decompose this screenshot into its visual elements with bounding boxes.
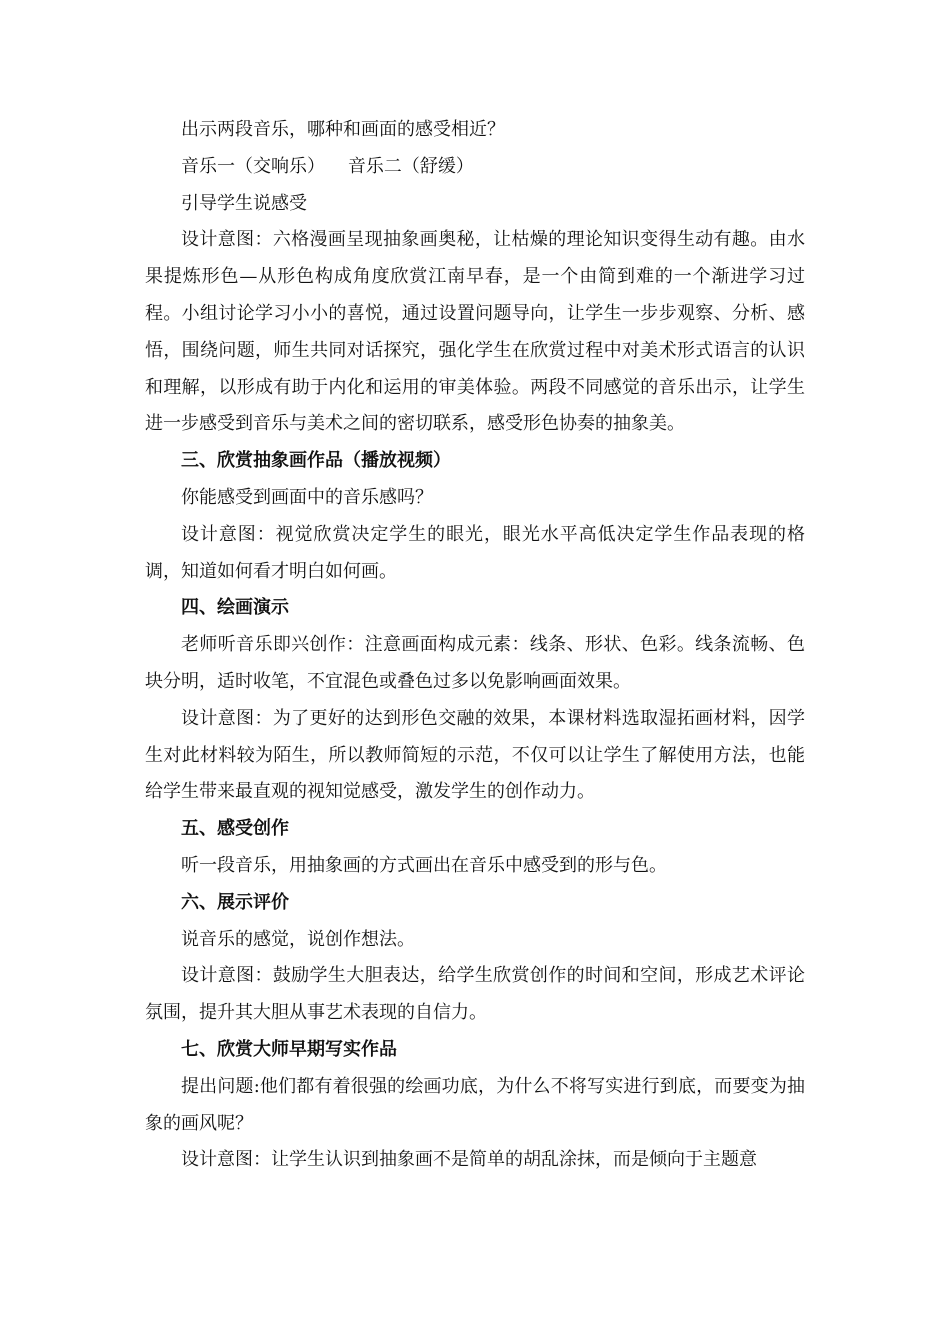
paragraph-question-masters: 提出问题:他们都有着很强的绘画功底，为什么不将写实进行到底，而要变为抽象的画风呢？	[145, 1075, 805, 1134]
paragraph-creation-task: 听一段音乐，用抽象画的方式画出在音乐中感受到的形与色。	[181, 854, 667, 876]
paragraph-design-intent-2: 设计意图：视觉欣赏决定学生的眼光，眼光水平高低决定学生作品表现的格调，知道如何看才明白如何画。	[145, 523, 805, 582]
document-body	[145, 112, 805, 1179]
paragraph-guide-feeling: 引导学生说感受	[181, 192, 307, 214]
paragraph-evaluation: 说音乐的感觉，说创作想法。	[181, 928, 415, 950]
paragraph-music-question: 出示两段音乐，哪种和画面的感受相近？	[181, 119, 505, 140]
paragraph-design-intent-1: 设计意图：六格漫画呈现抽象画奥秘，让枯燥的理论知识变得生动有趣。由水果提炼形色—从形色构成角度欣赏江南早春，是一个由简到难的一个渐进学习过程。小组讨论学习小小的喜悦，通过设置问题导向，让学生一步步观察、分析、感悟，围绕问题，师生共同对话探究，强化学生在欣赏过程中对美术形式语言的认识和理解，以形成有助于内化和运用的审美体验。两段不同感觉的音乐出示，让学生进一步感受到音乐与美术之间的密切联系，感受形色协奏的抽象美。	[145, 229, 805, 435]
section-heading-7: 七、欣赏大师早期写实作品	[181, 1038, 397, 1060]
paragraph-design-intent-4: 设计意图：鼓励学生大胆表达，给学生欣赏创作的时间和空间，形成艺术评论氛围，提升其大胆从事艺术表现的自信力。	[145, 965, 805, 1024]
paragraph-design-intent-3: 设计意图：为了更好的达到形色交融的效果，本课材料选取湿拓画材料，因学生对此材料较为陌生，所以教师简短的示范，不仅可以让学生了解使用方法，也能给学生带来最直观的视知觉感受，激发学生的创作动力。	[145, 707, 805, 803]
paragraph-teacher-demo: 老师听音乐即兴创作：注意画面构成元素：线条、形状、色彩。线条流畅、色块分明，适时收笔，不宜混色或叠色过多以免影响画面效果。	[145, 634, 805, 692]
section-heading-4: 四、绘画演示	[181, 597, 289, 619]
paragraph-music-feel-question: 你能感受到画面中的音乐感吗？	[181, 486, 433, 508]
section-heading-5: 五、感受创作	[181, 818, 289, 840]
section-heading-3: 三、欣赏抽象画作品（播放视频）	[181, 450, 451, 472]
paragraph-music-options: 音乐一（交响乐） 音乐二（舒缓）	[181, 155, 474, 177]
section-heading-6: 六、展示评价	[181, 891, 289, 913]
paragraph-design-intent-5: 设计意图：让学生认识到抽象画不是简单的胡乱涂抹，而是倾向于主题意	[181, 1149, 757, 1171]
